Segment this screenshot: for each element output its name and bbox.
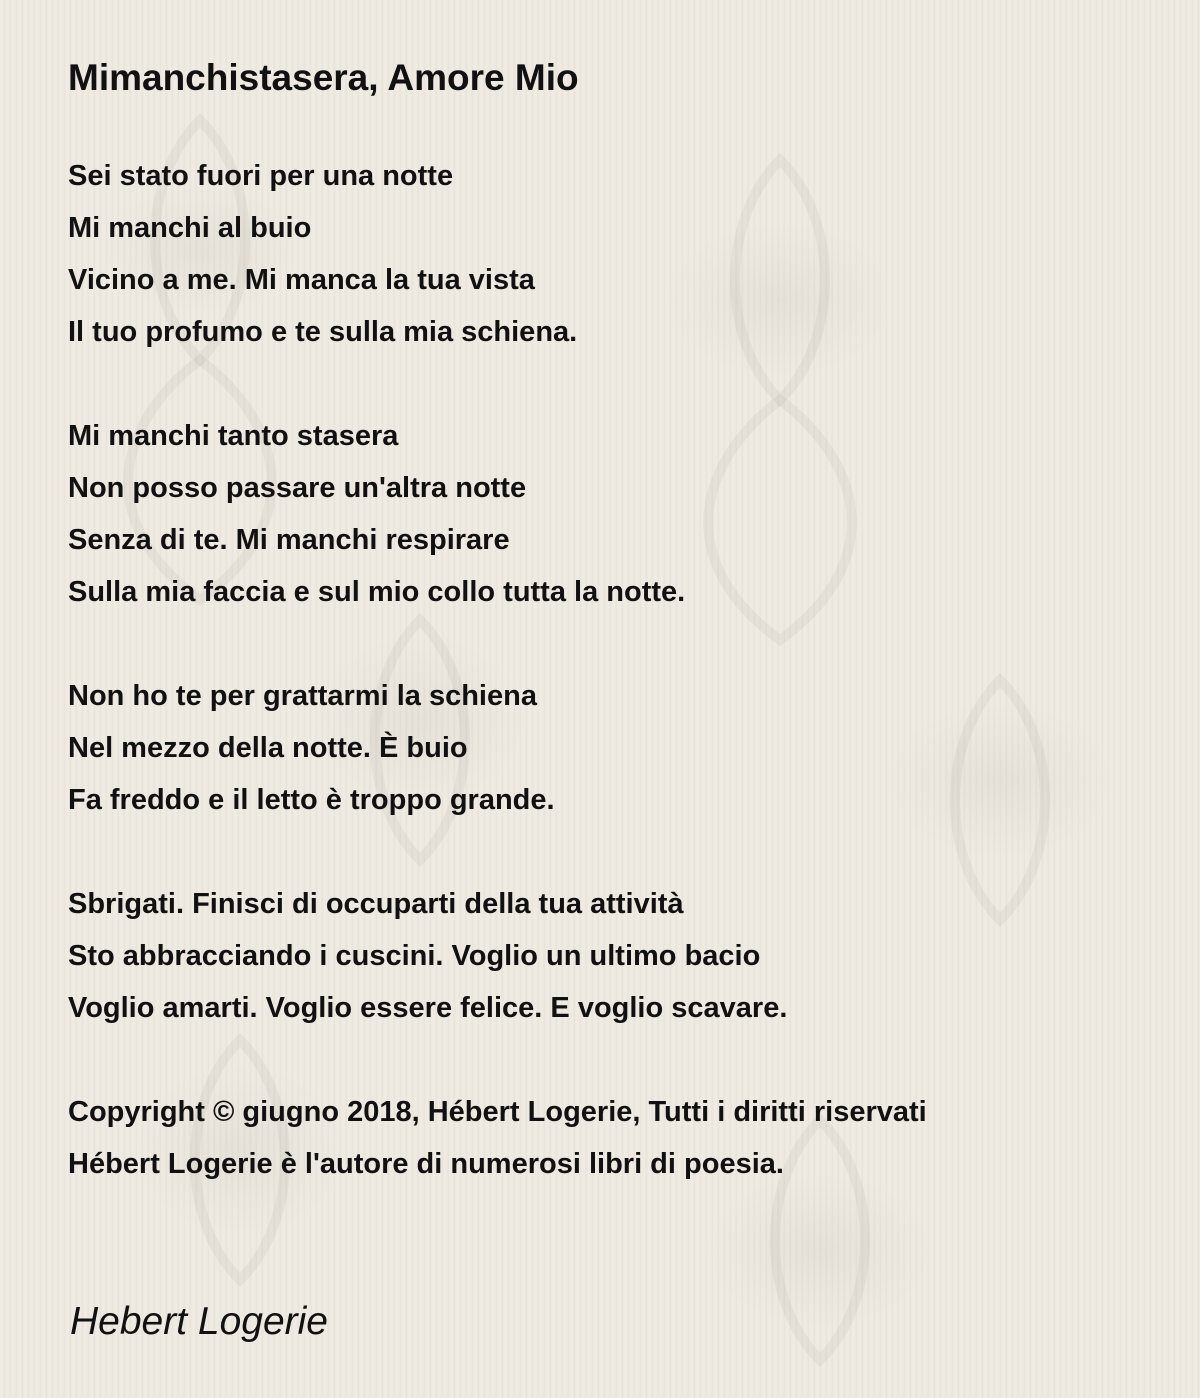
poem-line: Sei stato fuori per una notte <box>68 160 454 192</box>
poem-line: Non posso passare un'altra notte <box>68 472 527 504</box>
poem-body <box>68 150 1148 1242</box>
poem-line: Non ho te per grattarmi la schiena <box>68 680 537 712</box>
poem-line: Nel mezzo della notte. È buio <box>68 732 468 764</box>
stanza-2 <box>68 410 1148 618</box>
stanza-4 <box>68 878 1148 1034</box>
poem-line: Sto abbracciando i cuscini. Voglio un ultimo bacio <box>68 940 761 972</box>
poem-line: Vicino a me. Mi manca la tua vista <box>68 264 535 296</box>
copyright-notice <box>68 1086 1148 1190</box>
poem-line: Sbrigati. Finisci di occuparti della tua attività <box>68 888 684 920</box>
poem-line: Mi manchi tanto stasera <box>68 420 399 452</box>
stanza-3 <box>68 670 1148 826</box>
poem-title: Mimanchistasera, Amore Mio <box>68 57 579 98</box>
poem-line: Voglio amarti. Voglio essere felice. E voglio scavare. <box>68 992 788 1024</box>
author-signature: Hebert Logerie <box>70 1300 328 1343</box>
poem-line: Sulla mia faccia e sul mio collo tutta la notte. <box>68 576 686 608</box>
poem-line: Mi manchi al buio <box>68 212 312 244</box>
copyright-line: Copyright © giugno 2018, Hébert Logerie, Tutti i diritti riservati <box>68 1096 927 1128</box>
poem-line: Il tuo profumo e te sulla mia schiena. <box>68 316 578 348</box>
poem-line: Senza di te. Mi manchi respirare <box>68 524 510 556</box>
stanza-1 <box>68 150 1148 358</box>
author-bio-line: Hébert Logerie è l'autore di numerosi libri di poesia. <box>68 1148 784 1180</box>
poem-line: Fa freddo e il letto è troppo grande. <box>68 784 555 816</box>
